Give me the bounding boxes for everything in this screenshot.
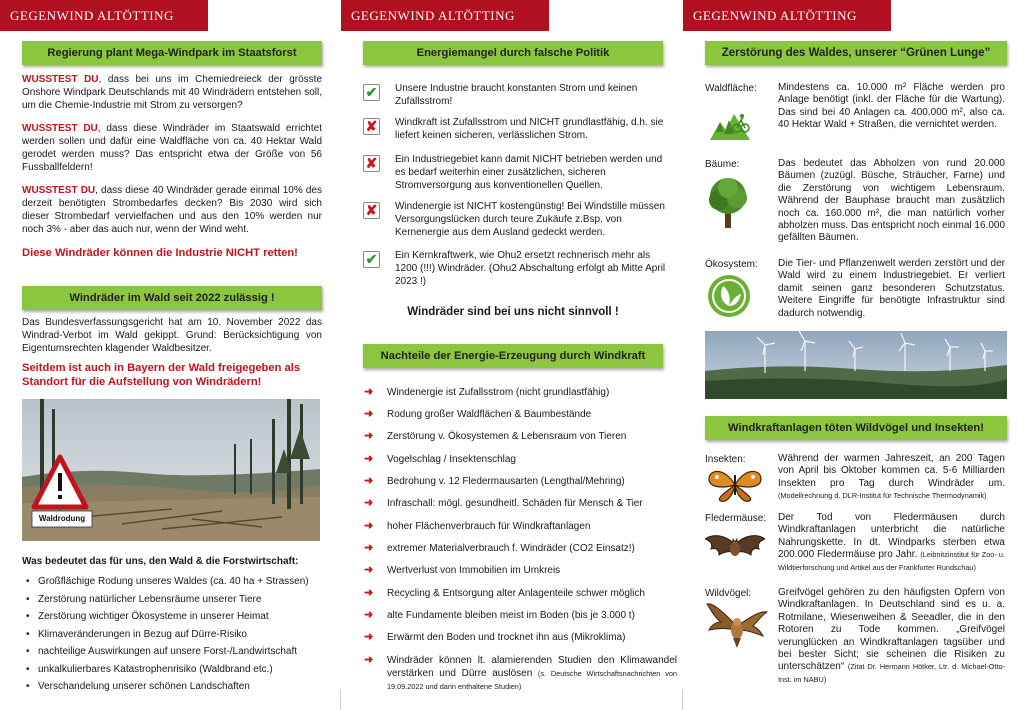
warning-industry: Diese Windräder können die Industrie NICHT retten! [22,247,298,259]
list-item-text: Infraschall: mögl. gesundheitl. Schäden für Mensch & Tier [387,498,643,509]
label-forest-area: Waldfläche: [705,83,757,94]
list-item-text: Rodung großer Waldflächen & Baumbestände [387,409,592,420]
arrow-right-icon: ➜ [364,587,374,599]
list-item-text: Wertverlust von Immobilien im Umkreis [387,565,561,576]
list-item-text: Bedrohung v. 12 Fledermausarten (Lengthal/Mehring) [387,476,625,487]
cross-icon: ✘ [363,202,380,219]
text-wild-birds [778,587,1005,686]
list-item-text: alte Fundamente bleiben meist im Boden (bis je 3.000 t) [387,610,635,621]
paragraph-did-you-know-3 [22,184,322,236]
text-bats [778,512,1005,574]
check-text: Ein Kernkraftwerk, wie Ohu2 ersetzt rechnerisch mehr als 1200 (!!!) Windräder. (Ohu2 Abschaltung erfolgt ab Mitte April 2023 !) [395,250,666,287]
check-text: Windenergie ist NICHT kostengünstig! Bei Windstille müssen Versorgungslücken durch teure Zukäufe z.Bsp. von Kernenergie aus dem Ausland gedeckt werden. [395,201,665,238]
insects-main-text: Während der warmen Jahreszeit, an 200 Tagen von April bis Oktober kommen ca. 5-6 Milliarden Insekten pro Tag durch Windräder um. [778,453,1005,489]
cross-icon: ✘ [363,118,380,135]
check-text: Unsere Industrie braucht konstanten Strom und keinen Zufallsstrom! [395,83,638,107]
question-forest: Was bedeutet das für uns, den Wald & die Forstwirtschaft: [22,556,299,567]
text-trees: Das bedeutet das Abholzen von rund 20.000 Bäumen (zuzügl. Büsche, Sträucher, Farne) und die Zerstörung von wichtigem Lebensraum. Während der Bauphase braucht man zusätzlich noch ca. 160.000 m², die man natürlich vorher abholzen muss. Das entspricht noch einmal 16.000 gefällten Bäumen. [778,158,1005,244]
label-insects: Insekten: [705,454,746,465]
heading-disadvantages: Nachteile der Energie-Erzeugung durch Windkraft [363,344,663,368]
label-bats: Fledermäuse: [705,513,767,524]
clearcut-forest-photo [22,399,320,541]
birds-source: (Zitat Dr. Hermann Hötker, Ltr. d. Michael-Otto-Inst. im NABU) [778,662,1005,684]
heading-mega-windpark: Regierung plant Mega-Windpark im Staatsforst [22,41,322,65]
heading-energy-shortage: Energiemangel durch falsche Politik [363,41,663,65]
list-item: • Zerstörung natürlicher Lebensräume unserer Tiere [22,591,332,609]
list-item-text: Vogelschlag / Insektenschlag [387,454,516,465]
text-forest-area: Mindestens ca. 10.000 m² Fläche werden pro Anlage benötigt (inkl. der Fläche für die Wartung). Das sind bei 40 Anlagen ca. 400.000 m², also ca. 40 Hektar Wald + Straßen, die vernichtet werden. [778,82,1005,131]
bird-of-prey-icon [705,600,769,650]
fold-line [340,690,341,710]
brand-banner: GEGENWIND ALTÖTTING [341,0,549,31]
arrow-right-icon: ➜ [364,386,374,398]
arrow-right-icon: ➜ [364,654,374,666]
column-left [0,0,340,710]
butterfly-icon [705,465,765,505]
did-you-know-lead: WUSSTEST DU [22,185,96,196]
paragraph-did-you-know-1 [22,73,322,112]
paragraph-text: , dass diese Windräder im Staatswald errichtet werden sollen und dafür eine Waldfläche von ca. 40 Hektar Wald gerodet werden muss? Das entspricht etwa der Größe von 56 Fussballfeldern! [22,123,322,173]
paragraph-text: , dass bei uns im Chemiedreieck der grösste Onshore Windpark Deutschlands mit 40 Windrädern entstehen soll, um die Chemie-Industrie mit Strom zu versorgen? [22,74,323,111]
arrow-right-icon: ➜ [364,609,374,621]
insects-source: (Modellrechnung d. DLR-Institut für Technische Thermodynamik) [778,491,987,501]
list-item-text: Windenergie ist Zufallsstrom (nicht grundlastfähig) [387,387,610,398]
list-item-text: Recycling & Entsorgung alter Anlagenteile schwer möglich [387,588,645,599]
bats-source: (Leibnitzinstitut für Zoo- u. Wildtierforschung und Artikel aus der Frankfurter Rundschau) [778,550,1005,572]
warning-bavaria: Seitdem ist auch in Bayern der Wald freigegeben als Standort für die Aufstellung von Windrädern! [22,362,301,388]
arrow-right-icon: ➜ [364,475,374,487]
list-item-text [387,654,677,693]
check-text: Windkraft ist Zufallsstrom und NICHT grundlastfähig, d.h. sie liefert keinen sicheren, verlässlichen Strom. [395,117,664,141]
list-item: • unkalkulierbares Katastrophenrisiko (Waldbrand etc.) [22,661,332,679]
arrow-right-icon: ➜ [364,453,374,465]
fold-line [682,690,683,710]
list-item: • Großflächige Rodung unseres Waldes (ca. 40 ha + Strassen) [22,573,332,591]
list-item: • Verschandelung unserer schönen Landschaften [22,678,332,696]
cross-icon: ✘ [363,155,380,172]
list-item-source: (s. Deutsche Wirtschaftsnachrichten von 19.09.2022 und darin enthaltene Studien) [387,669,677,691]
label-ecosystem: Ökosystem: [705,259,758,270]
label-wild-birds: Wildvögel: [705,588,752,599]
column-middle [341,0,683,710]
tree-icon [705,176,751,228]
text-insects [778,453,1005,503]
arrow-right-icon: ➜ [364,542,374,554]
paragraph-text: , dass diese 40 Windräder gerade einmal 10% des derzeit benötigten Strombedarfes decken? Bis 2030 wird sich dieser Strombedarf vervielfachen und aus den 10% werden nur noch 3% - aber das auch nur, wenn der Wind weht. [22,185,322,235]
heading-forest-destruction: Zerstörung des Waldes, unserer “Grünen Lunge” [705,41,1007,65]
list-item: • Zerstörung wichtiger Ökosysteme in unserer Heimat [22,608,332,626]
sign-label: Waldrodung [38,514,86,523]
mountain-biker-icon [710,104,750,140]
list-item-text: Erwärmt den Boden und trocknet ihn aus (Mikroklima) [387,632,626,643]
text-ecosystem: Die Tier- und Pflanzenwelt werden zerstört und der Wald wird zu einem Industriegebiet. Er verliert damit seinen ganz besonderen Schutzstatus. Weitere Eingriffe für benötigte Infrastruktur sind dadurch notwendig. [778,258,1005,319]
list-item-text: extremer Materialverbrauch f. Windräder (CO2 Einsatz!) [387,543,635,554]
arrow-right-icon: ➜ [364,497,374,509]
list-item: • Klimaveränderungen in Bezug auf Dürre-Risiko [22,626,332,644]
ecology-leaf-icon [707,274,751,318]
paragraph-court-ruling: Das Bundesverfassungsgericht hat am 10. November 2022 das Windrad-Verbot im Wald gekippt. Grund: Berücksichtigung von Eigentumsrechten klagender Waldbesitzer. [22,317,322,354]
did-you-know-lead: WUSSTEST DU [22,74,99,85]
list-item: • nachteilige Auswirkungen auf unsere Forst-/Landwirtschaft [22,643,332,661]
check-icon: ✔ [363,84,380,101]
wind-turbines-photo [705,331,1007,399]
list-item-text: Zerstörung v. Ökosystemen & Lebensraum von Tieren [387,431,627,442]
heading-wind-in-forest: Windräder im Wald seit 2022 zulässig ! [22,286,322,310]
column-right [683,0,1024,710]
list-item-text-main: Windräder können lt. alamierenden Studien den Klimawandel verstärken und Dürre auslösen [387,655,677,679]
birds-main-text: Greifvögel gehören zu den häufigsten Opfern von Windkraftanlagen. In Deutschland sind es u. a. Rotmilane, Wiesenweihen & Seeadler, die in den Rotoren zu Tode kommen. „Greifvögel verunglücken an Windkraftanlagen tagsüber und bei bester Sicht; sie scheinen die Risiken zu unterschätzen“ [778,587,1005,673]
list-item-text: hoher Flächenverbrauch für Windkraftanlagen [387,521,591,532]
bat-icon [705,527,765,569]
arrow-right-icon: ➜ [364,564,374,576]
bullet-list [22,573,332,696]
did-you-know-lead: WUSSTEST DU [22,123,98,134]
brand-banner: GEGENWIND ALTÖTTING [0,0,208,31]
bats-main-text: Der Tod von Fledermäusen durch Windkraftanlagen unterbricht die natürliche Nahrungskette. In dt. Windparks sterben etwa 200.000 Fledermäuse pro Jahr. [778,512,1005,561]
paragraph-did-you-know-2 [22,122,322,174]
arrow-right-icon: ➜ [364,408,374,420]
arrow-right-icon: ➜ [364,430,374,442]
arrow-right-icon: ➜ [364,631,374,643]
arrow-right-icon: ➜ [364,520,374,532]
label-trees: Bäume: [705,159,740,170]
check-text: Ein Industriegebiet kann damit NICHT betrieben werden und es bedarf weiterhin einer zusätzlichen, sicheren Stromversorgung aus konventionellen Quellen. [395,154,663,191]
statement-not-sensible: Windräder sind bei uns nicht sinnvoll ! [407,306,619,318]
brand-banner: GEGENWIND ALTÖTTING [683,0,891,31]
check-icon: ✔ [363,251,380,268]
heading-wildlife-deaths: Windkraftanlagen töten Wildvögel und Insekten! [705,416,1007,440]
